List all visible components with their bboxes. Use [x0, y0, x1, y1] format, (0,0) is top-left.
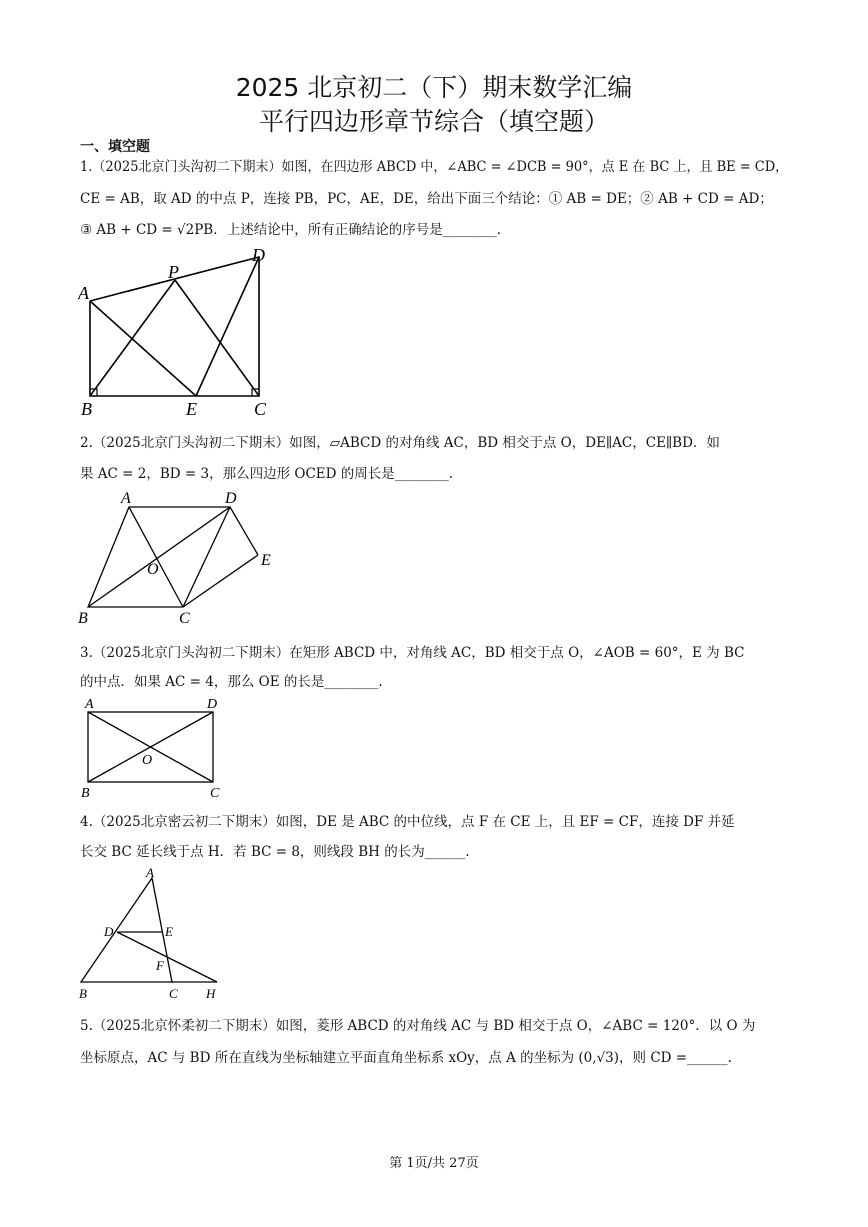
question-1-line-3: ③ AB + CD = √2PB．上述结论中，所有正确结论的序号是________. [80, 222, 501, 238]
question-5-line-2: 坐标原点，AC 与 BD 所在直线为坐标轴建立平面直角坐标系 xOy，点 A 的坐标为 (0,√3)，则 CD =______. [80, 1050, 732, 1066]
segment-pc [175, 280, 259, 396]
segment-de [196, 257, 259, 396]
label-f: F [156, 958, 164, 973]
label-c: C [179, 610, 190, 627]
label-a: A [146, 865, 154, 880]
label-p: P [168, 262, 179, 282]
figure-4 [74, 862, 234, 1004]
segment-ae [90, 301, 196, 396]
diagonal-bd [88, 507, 230, 607]
label-e: E [165, 924, 173, 939]
label-d: D [225, 490, 237, 507]
label-a: A [85, 697, 94, 712]
label-o: O [142, 753, 153, 768]
label-b: B [78, 610, 88, 627]
figure-1 [78, 245, 278, 420]
label-c: C [210, 786, 220, 800]
question-1-line-1: 1.（2025北京门头沟初二下期末）如图，在四边形 ABCD 中，∠ABC = ∠DCB = 90°，点 E 在 BC 上，且 BE = CD， [80, 159, 789, 175]
figure-2 [75, 485, 280, 630]
label-e: E [261, 552, 271, 569]
label-d: D [207, 697, 218, 712]
label-b: B [79, 986, 87, 1001]
page-title: 2025 北京初二（下）期末数学汇编 [235, 73, 633, 102]
segment-dh [117, 932, 217, 982]
segment-de [230, 507, 258, 555]
label-a: A [121, 490, 131, 507]
label-d: D [104, 924, 114, 939]
question-4-line-1: 4.（2025北京密云初二下期末）如图，DE 是 ABC 的中位线，点 F 在 CE 上，且 EF = CF，连接 DF 并延 [80, 814, 735, 830]
figure-3 [78, 694, 228, 800]
label-h: H [206, 986, 216, 1001]
label-d: D [252, 245, 265, 265]
label-c: C [254, 399, 267, 419]
label-b: B [81, 399, 92, 419]
label-e: E [186, 399, 197, 419]
page-footer: 第 1页/共 27页 [389, 1156, 479, 1171]
label-a: A [78, 283, 89, 303]
question-3-line-1: 3.（2025北京门头沟初二下期末）在矩形 ABCD 中，对角线 AC，BD 相交于点 O，∠AOB = 60°，E 为 BC [80, 645, 745, 661]
question-1-line-2: CE = AB，取 AD 的中点 P，连接 PB，PC，AE，DE，给出下面三个结论：① AB = DE；② AB + CD = AD； [80, 191, 773, 207]
label-b: B [81, 786, 90, 800]
page-subtitle: 平行四边形章节综合（填空题） [258, 107, 609, 136]
question-4-line-2: 长交 BC 延长线于点 H．若 BC = 8，则线段 BH 的长为______. [80, 844, 470, 860]
section-heading: 一、填空题 [80, 139, 150, 155]
question-5-line-1: 5.（2025北京怀柔初二下期末）如图，菱形 ABCD 的对角线 AC 与 BD 相交于点 O，∠ABC = 120°．以 O 为 [80, 1018, 756, 1034]
diagonal-ac [129, 507, 183, 607]
label-c: C [169, 986, 178, 1001]
question-2-line-1: 2.（2025北京门头沟初二下期末）如图，▱ABCD 的对角线 AC，BD 相交于点 O，DE∥AC，CE∥BD．如 [80, 435, 720, 451]
question-3-line-2: 的中点．如果 AC = 4，那么 OE 的长是________. [80, 674, 383, 690]
segment-ce [183, 555, 258, 607]
label-o: O [147, 561, 159, 578]
question-2-line-2: 果 AC = 2，BD = 3，那么四边形 OCED 的周长是________. [80, 466, 454, 482]
